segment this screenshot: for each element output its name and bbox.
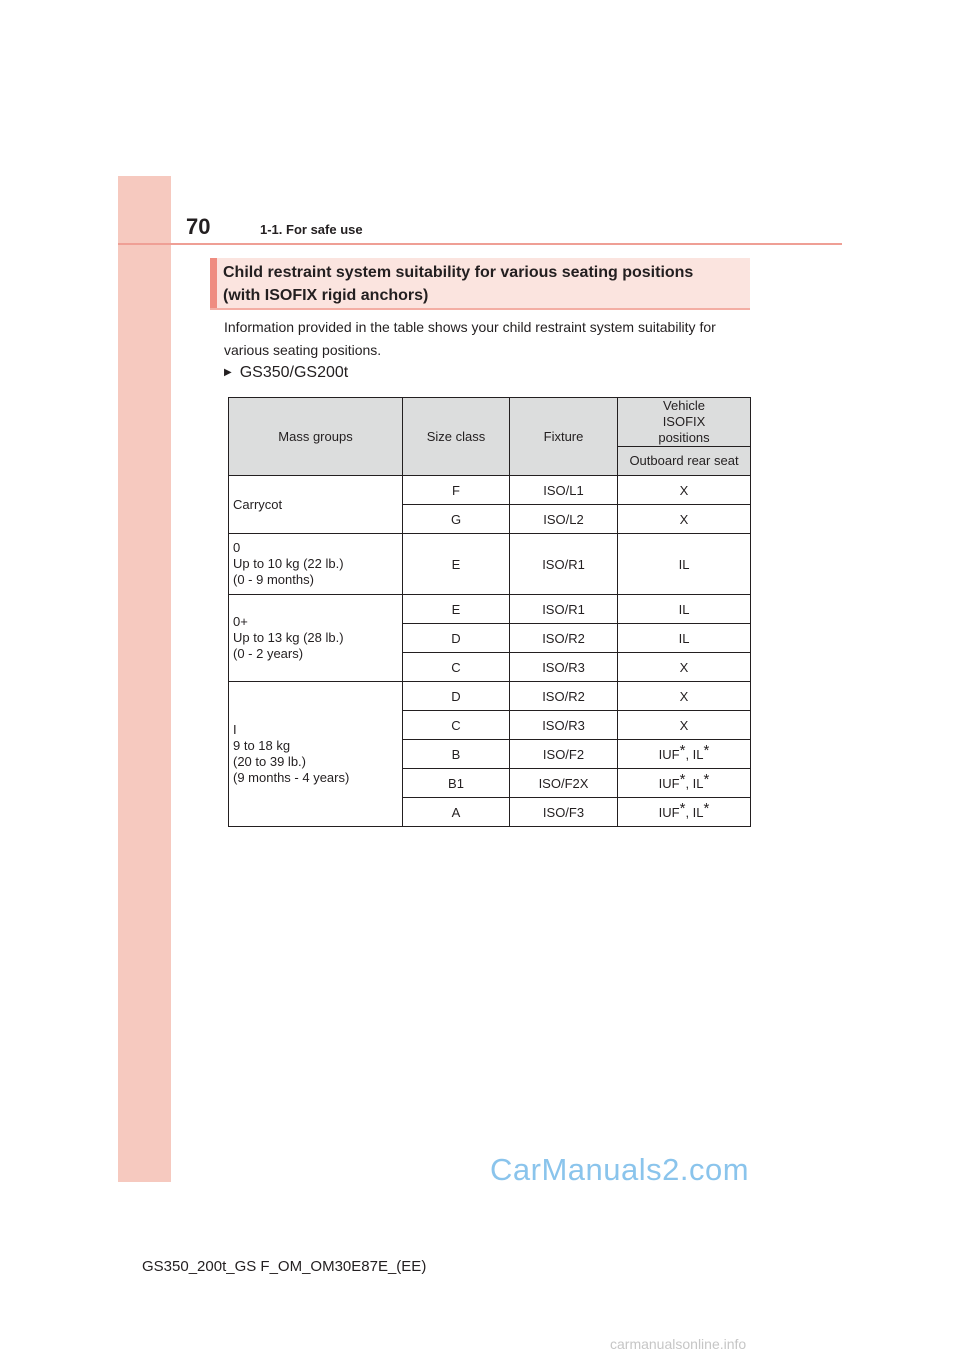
heading-text — [223, 261, 743, 307]
mass-group-line: Up to 13 kg (28 lb.) — [233, 630, 344, 645]
size-class-cell: B — [403, 740, 510, 769]
fixture-cell: ISO/R2 — [510, 682, 618, 711]
model-line — [224, 364, 348, 382]
header-fixture: Fixture — [510, 398, 618, 476]
size-class-cell: D — [403, 682, 510, 711]
mass-group-line: 0+ — [233, 614, 248, 629]
header-vehicle-isofix-positions: Vehicle ISOFIX positions — [618, 398, 751, 447]
fixture-cell: ISO/R1 — [510, 534, 618, 595]
footnote-asterisk: * — [703, 741, 710, 759]
mass-group-line: (0 - 2 years) — [233, 646, 304, 661]
table-row — [229, 595, 751, 624]
size-class-cell: E — [403, 534, 510, 595]
footer-code: GS350_200t_GS F_OM_OM30E87E_(EE) — [142, 1258, 427, 1275]
footnote-asterisk: * — [703, 799, 710, 817]
fixture-cell: ISO/R3 — [510, 711, 618, 740]
header-mass-groups: Mass groups — [229, 398, 403, 476]
outboard-value-cell: IUF*, IL* — [618, 769, 751, 798]
heading-line-1: Child restraint system suitability for various seating positions — [223, 264, 694, 281]
mass-group-line: I — [233, 722, 237, 737]
mass-group-cell — [229, 476, 403, 534]
mass-group-line: (0 - 9 months) — [233, 572, 314, 587]
model-label: GS350/GS200t — [239, 364, 349, 381]
outboard-value-cell: X — [618, 682, 751, 711]
fixture-cell: ISO/L2 — [510, 505, 618, 534]
fixture-cell: ISO/F3 — [510, 798, 618, 827]
header-size-class: Size class — [403, 398, 510, 476]
outboard-value-cell: X — [618, 711, 751, 740]
outboard-value-cell: IL — [618, 624, 751, 653]
size-class-cell: G — [403, 505, 510, 534]
mass-group-line: 9 to 18 kg — [233, 738, 291, 753]
table-body — [229, 476, 751, 827]
fixture-cell: ISO/R3 — [510, 653, 618, 682]
intro-paragraph: Information provided in the table shows your child restraint system suitability for various seating positions. — [224, 319, 716, 358]
size-class-cell: A — [403, 798, 510, 827]
watermark-secondary: carmanualsonline.info — [610, 1336, 747, 1352]
table-row — [229, 534, 751, 595]
size-class-cell: B1 — [403, 769, 510, 798]
header-outboard-rear-seat: Outboard rear seat — [618, 447, 751, 476]
fixture-cell: ISO/F2 — [510, 740, 618, 769]
outboard-value-cell: IL — [618, 595, 751, 624]
outboard-value-cell: X — [618, 505, 751, 534]
mass-group-cell — [229, 534, 403, 595]
heading-line-2: (with ISOFIX rigid anchors) — [223, 287, 429, 304]
mass-group-line: 0 — [233, 540, 241, 555]
watermark-primary: CarManuals2.com — [490, 1152, 750, 1187]
mass-group-cell — [229, 682, 403, 827]
size-class-cell: D — [403, 624, 510, 653]
table-row — [229, 476, 751, 505]
triangle-right-icon: ▶ — [224, 367, 232, 378]
fixture-cell: ISO/L1 — [510, 476, 618, 505]
mass-group-cell — [229, 595, 403, 682]
size-class-cell: C — [403, 653, 510, 682]
table-row — [229, 682, 751, 711]
outboard-value-cell: X — [618, 653, 751, 682]
fixture-cell: ISO/F2X — [510, 769, 618, 798]
side-tab-band — [118, 176, 171, 1182]
mass-group-line: Up to 10 kg (22 lb.) — [233, 556, 344, 571]
outboard-value-cell: IUF*, IL* — [618, 798, 751, 827]
mass-group-line: Carrycot — [233, 496, 283, 512]
mass-group-line: (20 to 39 lb.) — [233, 754, 306, 769]
outboard-value-cell: IL — [618, 534, 751, 595]
section-heading — [210, 258, 750, 310]
section-label: 1-1. For safe use — [260, 222, 363, 237]
fixture-cell: ISO/R1 — [510, 595, 618, 624]
outboard-value-cell: X — [618, 476, 751, 505]
size-class-cell: C — [403, 711, 510, 740]
size-class-cell: E — [403, 595, 510, 624]
footnote-asterisk: * — [679, 741, 686, 759]
outboard-value-cell: IUF*, IL* — [618, 740, 751, 769]
footnote-asterisk: * — [679, 799, 686, 817]
page-number: 70 — [186, 214, 211, 239]
size-class-cell: F — [403, 476, 510, 505]
isofix-suitability-table — [228, 397, 751, 827]
heading-accent-bar — [210, 258, 217, 308]
footnote-asterisk: * — [679, 770, 686, 788]
mass-group-line: (9 months - 4 years) — [233, 770, 350, 785]
fixture-cell: ISO/R2 — [510, 624, 618, 653]
header-rule — [118, 243, 842, 245]
footnote-asterisk: * — [703, 770, 710, 788]
